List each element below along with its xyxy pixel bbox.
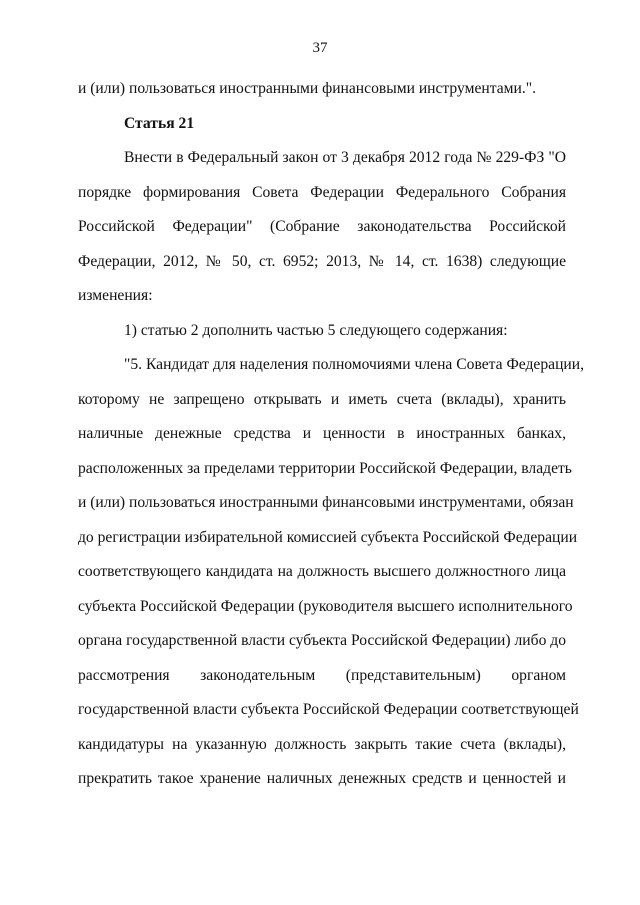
article-heading: Статья 21 xyxy=(124,114,195,132)
text-line: и (или) пользоваться иностранными финансовыми инструментами, обязан xyxy=(78,494,574,511)
text-line: изменения: xyxy=(78,287,153,304)
text-line: Внести в Федеральный закон от 3 декабря 2012 года № 229-ФЗ "О xyxy=(124,149,566,166)
text-line: "5. Кандидат для наделения полномочиями члена Совета Федерации, xyxy=(124,356,584,373)
document-body xyxy=(78,78,584,803)
text-line: расположенных за пределами территории Российской Федерации, владеть xyxy=(78,459,572,477)
text-line: до регистрации избирательной комиссией субъекта Российской Федерации xyxy=(78,528,578,546)
text-line: 1) статью 2 дополнить частью 5 следующего содержания: xyxy=(124,321,508,339)
text-line: прекратить такое хранение наличных денежных средств и ценностей и xyxy=(78,770,566,787)
text-line: органа государственной власти субъекта Российской Федерации) либо до xyxy=(78,632,566,649)
text-line: соответствующего кандидата на должность высшего должностного лица xyxy=(78,563,566,580)
text-line: Федерации, 2012, № 50, ст. 6952; 2013, № 14, ст. 1638) следующие xyxy=(78,252,566,270)
text-line: наличные денежные средства и ценности в иностранных банках, xyxy=(78,425,566,442)
text-line: которому не запрещено открывать и иметь счета (вклады), хранить xyxy=(78,390,566,408)
text-line: кандидатуры на указанную должность закрыть такие счета (вклады), xyxy=(78,735,566,753)
text-line: и (или) пользоваться иностранными финансовыми инструментами.". xyxy=(78,80,537,97)
text-line: субъекта Российской Федерации (руководителя высшего исполнительного xyxy=(78,597,573,615)
text-line: порядке формирования Совета Федерации Федерального Собрания xyxy=(78,183,566,201)
text-line: государственной власти субъекта Российской Федерации соответствующей xyxy=(78,701,579,718)
text-line: Российской Федерации" (Собрание законодательства Российской xyxy=(78,218,566,235)
page-number: 37 xyxy=(312,40,328,56)
text-line: рассмотрения законодательным (представительным) органом xyxy=(78,666,566,684)
